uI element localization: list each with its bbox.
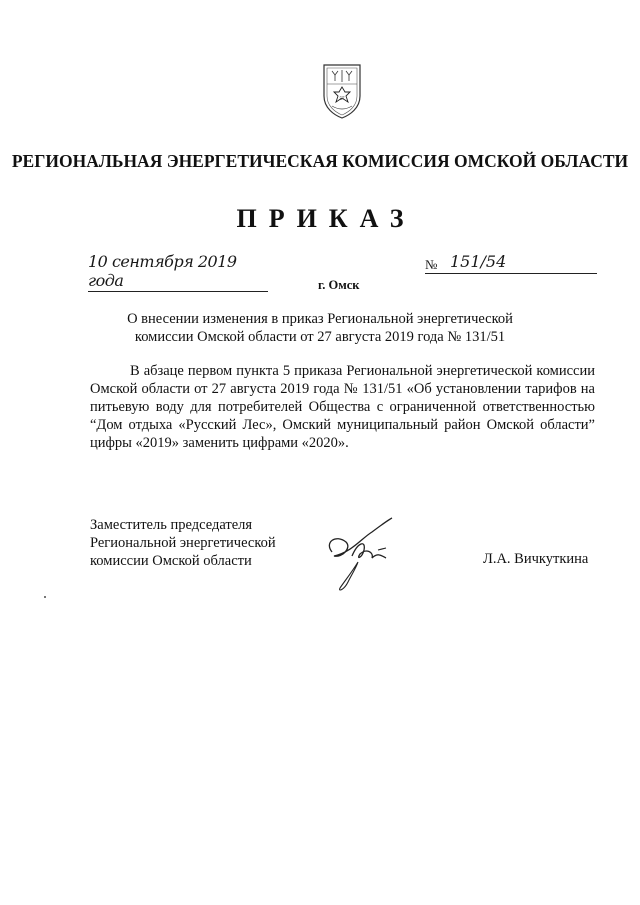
city-label: г. Омск <box>318 278 360 292</box>
order-body-paragraph: В абзаце первом пункта 5 приказа Региональной энергетической комиссии Омской области от 27 августа 2019 года № 131/51 «Об установлении тарифов на питьевую воду для потребителей Общества с ограниченной ответственностью “Дом отдыха «Русский Лес», Омский муниципальный район Омской области” цифры «2019» заменить цифрами «2020». <box>90 363 595 451</box>
signatory-position: Заместитель председателя Региональной энергетической комиссии Омской области <box>90 517 276 569</box>
organization-title: РЕГИОНАЛЬНАЯ ЭНЕРГЕТИЧЕСКАЯ КОМИССИЯ ОМСКОЙ ОБЛАСТИ <box>11 151 629 171</box>
coat-of-arms-emblem <box>320 62 364 120</box>
margin-mark <box>44 596 46 598</box>
svg-text:57: 57 <box>339 97 345 102</box>
signatory-name: Л.А. Вичкуткина <box>483 551 589 567</box>
handwritten-date: 10 сентября 2019 года <box>88 252 268 292</box>
order-subject: О внесении изменения в приказ Региональной энергетической комиссии Омской области от 27 августа 2019 года № 131/51 <box>127 311 513 345</box>
handwritten-signature <box>322 512 402 594</box>
handwritten-number: 151/54 <box>450 252 507 271</box>
document-type-title: ПРИКАЗ <box>236 204 416 233</box>
number-label: № <box>425 257 438 272</box>
number-underline <box>425 273 597 274</box>
